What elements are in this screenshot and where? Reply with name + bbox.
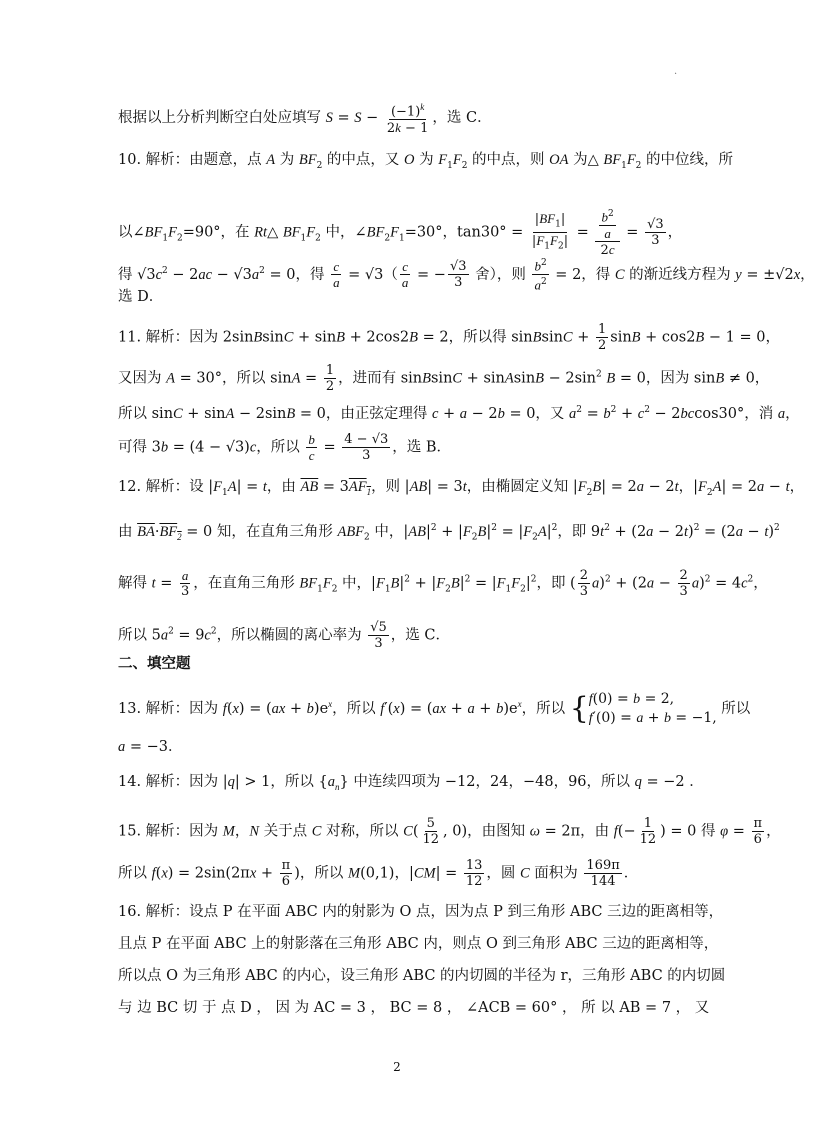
text-line-10: 12. 解析：设 $|F_1A| = t$，由 $\overline{AB} = 3AF_1$，则 |AB| = 3t，由椭圆定义知 $|F_2B| = 2a - 2t$，$|F_2A| = 2a - t$， <box>118 479 805 498</box>
text-line-19: 16. 解析：设点 P 在平面 ABC 内的射影为 O 点，因为点 P 到三角形 ABC 三边的距离相等， <box>118 904 724 920</box>
text-line-21: 所以点 O 为三角形 ABC 的内心，设三角形 ABC 的内切圆的半径为 r，三角形 ABC 的内切圆 <box>118 968 726 984</box>
text-line-13: 所以 $5a^2 = 9c^2$，所以椭圆的离心率为 $\frac{√5}{3}$ ，选 C． <box>118 620 450 651</box>
text-line-22: 与 边 BC 切 于 点 D ， 因 为 AC = 3 ， BC = 8 ， ∠ACB = 60° ， 所 以 AB = 7 ， 又 <box>118 1000 710 1016</box>
text-line-13-solution: 13. 解析：因为 $f(x) = (ax + b)e^x$，所以 $f'(x) = (ax + a + b)e^x$，所以 { f(0) = b = 2, f′(0) = a + b = −1, 所以 <box>118 691 751 726</box>
text-line-3: 以$\angle BF_1F_2=90^\circ$，在 Rt△ $BF_1F_2$ 中，$\angle BF_2F_1=30^\circ$，tan30° = $\frac{|BF_1|}{|F_1F_2|}$ = $\frac{\frac{b^2}{a}}{2c}$ = $\frac{√3}{3}$ ， <box>118 209 683 259</box>
text-line-9: 可得 3b = (4 − √3)c，所以 $\frac{b}{c}$ = $\frac{4 - √3}{3}$ ，选 B． <box>118 432 452 463</box>
text-line-6: 11. 解析：因为 2sinBsinC + sinB + 2cos2B = 2，所以得 sinBsinC + $\frac{1}{2}$ sinB + cos2B − 1 = 0， <box>118 322 780 353</box>
corner-mark: . <box>674 66 678 77</box>
text-line-12: 解得 t = $\frac{a}{3}$ ，在直角三角形 $BF_1F_2$ 中，$|F_1B|^2 + |F_2B|^2 = |F_1F_2|^2$，即 ( $\frac{2}{3}$ a)$^2$ + (2a − $\frac{2}{3}$ $a)^2 = 4c^2$， <box>118 568 768 599</box>
text-line-16: 14. 解析：因为 |q| > 1，所以 $\{a_n\}$ 中连续四项为 −12，24，−48，96，所以 q = −2 ． <box>118 774 704 792</box>
text-line-17: 15. 解析：因为 M，N 关于点 C 对称，所以 C( $\frac{5}{12}$ , 0)，由图知 ω = 2π，由 f(− $\frac{1}{12}$ ) = 0 得 φ = $\frac{\pi}{6}$ ， <box>118 816 781 847</box>
section-heading-fill-in: 二、填空题 <box>118 656 191 672</box>
text-line-5: 选 D． <box>118 289 164 305</box>
text-line-11: 由 $\overline{BA}\cdot BF_2 = 0$ 知，在直角三角形 $ABF_2$ 中，$|AB|^2 + |F_2B|^2 = |F_2A|^2$，即 $9t^2 + (2a - 2t)^2 = (2a - t)^2$ <box>118 523 780 543</box>
text-line-4: 得 $√3c^2 - 2ac - √3a^2 = 0$，得 $\frac{c}{a}$ = √3（ $\frac{c}{a}$ = − $\frac{√3}{3}$ 舍），则 $\frac{b^2}{a^2}$ = 2，得 C 的渐近线方程为 y = ±√2x， <box>118 258 815 293</box>
page-number: 2 <box>393 1060 401 1074</box>
text-line-18: 所以 f(x) = 2sin(2πx + $\frac{\pi}{6}$ )，所以 M(0,1)，|CM| = $\frac{13}{12}$ ，圆 C 面积为 $\frac{169\pi}{144}$ ． <box>118 858 639 889</box>
text-line-20: 且点 P 在平面 ABC 上的射影落在三角形 ABC 内，则点 O 到三角形 ABC 三边的距离相等， <box>118 936 719 952</box>
text-line-8: 所以 sinC + sinA − 2sinB = 0，由正弦定理得 c + a − 2b = 0，又 $a^2 = b^2 + c^2 - 2bccos30^\circ$，消 a， <box>118 405 800 422</box>
text-line-1: 根据以上分析判断空白处应填写 S = S − $\frac{(-1)^k}{2k - 1}$ ，选 C． <box>118 102 492 137</box>
text-line-7: 又因为 A = 30°，所以 sinA = $\frac{1}{2}$ ，进而有 sinBsinC + sinAsinB − $2\sin^2$ B = 0，因为 sinB ≠ 0， <box>118 363 770 394</box>
text-line-2: 10. 解析：由题意，点 A 为 $BF_2$ 的中点，又 O 为 $F_1F_2$ 的中点，则 OA 为△ $BF_1F_2$ 的中位线，所 <box>118 152 734 171</box>
text-line-15: a = −3． <box>118 739 183 755</box>
